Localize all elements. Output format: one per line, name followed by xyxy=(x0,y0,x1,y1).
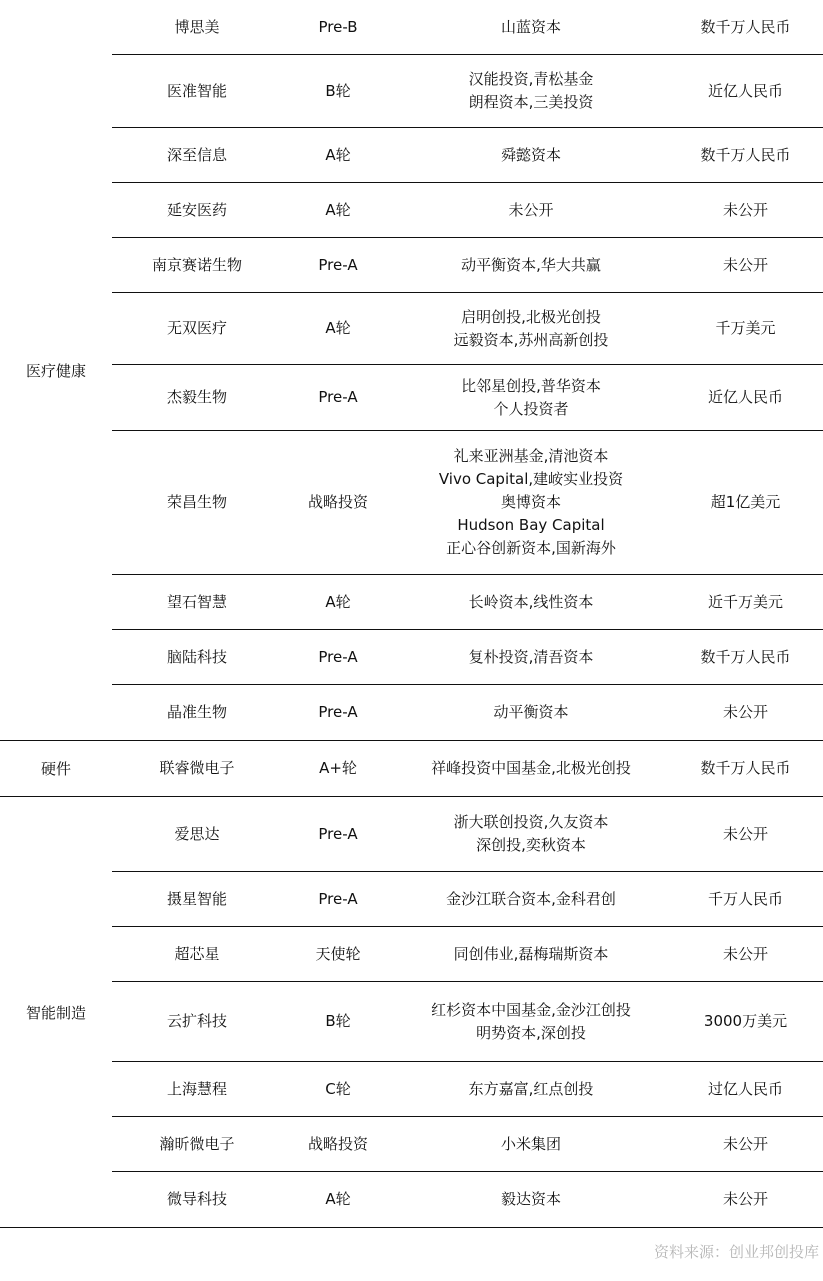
investor-line: 小米集团 xyxy=(500,1134,561,1153)
source-note: 资料来源：创业邦创投库 xyxy=(653,1243,819,1261)
table-row xyxy=(112,0,823,55)
table-row xyxy=(112,365,823,431)
company-cell: 瀚昕微电子 xyxy=(159,1134,235,1153)
investor-line: 深创投,奕秋资本 xyxy=(476,836,586,854)
company-cell: 爱思达 xyxy=(174,824,220,843)
investor-line: 明势资本,深创投 xyxy=(476,1023,586,1042)
investors-cell xyxy=(394,445,668,560)
investors-cell xyxy=(394,1188,668,1211)
table-row xyxy=(112,128,823,183)
investor-line: 复朴投资,清吾资本 xyxy=(468,647,594,666)
company-cell: 医准智能 xyxy=(166,81,227,100)
amount-cell: 千万人民币 xyxy=(707,889,783,908)
round-cell: 天使轮 xyxy=(315,944,361,963)
round-cell: A轮 xyxy=(325,319,351,337)
investors-cell xyxy=(394,646,668,669)
amount-cell: 未公开 xyxy=(722,703,768,721)
investors-cell xyxy=(394,144,668,167)
investors-cell xyxy=(394,375,668,421)
company-cell: 超芯星 xyxy=(174,944,220,963)
investor-line: 正心谷创新资本,国新海外 xyxy=(446,539,616,557)
amount-cell: 数千万人民币 xyxy=(700,17,791,36)
industry-section xyxy=(0,741,823,797)
investor-line: 金沙江联合资本,金科君创 xyxy=(446,889,616,908)
round-cell: Pre-A xyxy=(318,889,358,908)
investors-cell xyxy=(394,16,668,39)
company-cell: 延安医药 xyxy=(166,200,227,219)
company-cell: 深至信息 xyxy=(166,145,227,164)
company-cell: 望石智慧 xyxy=(166,592,227,611)
company-cell: 云扩科技 xyxy=(166,1012,227,1030)
investors-cell xyxy=(394,591,668,614)
investors-cell xyxy=(394,943,668,966)
investor-line: 同创伟业,磊梅瑞斯资本 xyxy=(453,944,609,963)
round-cell: Pre-A xyxy=(318,255,358,274)
round-cell: A轮 xyxy=(325,592,351,611)
round-cell: A轮 xyxy=(325,200,351,219)
amount-cell: 数千万人民币 xyxy=(700,759,791,777)
investor-line: 朗程资本,三美投资 xyxy=(468,93,594,111)
round-cell: Pre-A xyxy=(318,388,358,406)
round-cell: Pre-A xyxy=(318,824,358,843)
investor-line: 动平衡资本 xyxy=(493,703,569,721)
company-cell: 微导科技 xyxy=(166,1190,227,1208)
table-row xyxy=(112,1172,823,1227)
round-cell: C轮 xyxy=(325,1079,351,1098)
table-row xyxy=(112,630,823,685)
amount-cell: 未公开 xyxy=(722,200,768,219)
table-row xyxy=(112,982,823,1062)
company-cell: 脑陆科技 xyxy=(166,647,227,666)
round-cell: B轮 xyxy=(325,81,351,100)
investor-line: 舜懿资本 xyxy=(500,145,561,164)
table-row xyxy=(112,927,823,982)
investor-line: 长岭资本,线性资本 xyxy=(468,592,594,611)
round-cell: A轮 xyxy=(325,1190,351,1208)
amount-cell: 超1亿美元 xyxy=(710,493,781,511)
investor-line: 奥博资本 xyxy=(500,493,561,511)
company-cell: 晶准生物 xyxy=(166,703,227,721)
round-cell: Pre-A xyxy=(318,647,358,666)
industry-label: 硬件 xyxy=(40,760,71,778)
table-row xyxy=(112,1062,823,1117)
table-row xyxy=(112,238,823,293)
amount-cell: 未公开 xyxy=(722,1190,768,1208)
investor-line: 毅达资本 xyxy=(500,1190,561,1208)
investor-line: 红杉资本中国基金,金沙江创投 xyxy=(431,1000,631,1019)
investors-cell xyxy=(394,1133,668,1156)
table-row xyxy=(112,293,823,365)
investors-cell xyxy=(394,888,668,911)
investor-line: Hudson Bay Capital xyxy=(457,516,605,534)
investor-line: 个人投资者 xyxy=(493,399,569,418)
company-cell: 博思美 xyxy=(174,17,220,36)
industry-section xyxy=(0,797,823,1228)
company-cell: 上海慧程 xyxy=(166,1079,227,1098)
investor-line: 山蓝资本 xyxy=(500,17,561,36)
table-row xyxy=(112,872,823,927)
table-row xyxy=(112,741,823,796)
investor-line: 比邻星创投,普华资本 xyxy=(461,376,601,395)
investor-line: 远毅资本,苏州高新创投 xyxy=(453,330,609,349)
investor-line: 未公开 xyxy=(508,200,554,219)
investor-line: 东方嘉富,红点创投 xyxy=(468,1079,594,1098)
investor-line: 动平衡资本,华大共赢 xyxy=(461,255,601,274)
amount-cell: 近亿人民币 xyxy=(707,81,783,100)
investor-line: 启明创投,北极光创投 xyxy=(461,307,601,326)
amount-cell: 千万美元 xyxy=(715,319,776,337)
amount-cell: 近千万美元 xyxy=(707,592,783,611)
company-cell: 联睿微电子 xyxy=(159,759,235,777)
round-cell: A轮 xyxy=(325,145,351,164)
company-cell: 杰毅生物 xyxy=(166,388,227,406)
investors-cell xyxy=(394,1078,668,1101)
investors-cell xyxy=(394,254,668,277)
table-row xyxy=(112,685,823,740)
company-cell: 荣昌生物 xyxy=(166,493,227,511)
table-row xyxy=(112,183,823,238)
amount-cell: 过亿人民币 xyxy=(707,1079,783,1098)
round-cell: 战略投资 xyxy=(307,1134,368,1153)
amount-cell: 未公开 xyxy=(722,1134,768,1153)
industry-label: 医疗健康 xyxy=(25,361,86,380)
investors-cell xyxy=(394,999,668,1045)
amount-cell: 数千万人民币 xyxy=(700,145,791,164)
table-row xyxy=(112,575,823,630)
round-cell: Pre-A xyxy=(318,703,358,721)
investor-line: 祥峰投资中国基金,北极光创投 xyxy=(431,759,631,777)
amount-cell: 3000万美元 xyxy=(703,1012,788,1030)
investor-line: Vivo Capital,建峖实业投资 xyxy=(438,470,624,488)
table-row xyxy=(112,797,823,872)
table-row xyxy=(112,1117,823,1172)
round-cell: Pre-B xyxy=(318,17,358,36)
table-row xyxy=(112,431,823,575)
company-cell: 南京赛诺生物 xyxy=(151,255,242,274)
investor-line: 礼来亚洲基金,清池资本 xyxy=(453,447,609,465)
company-cell: 摄星智能 xyxy=(166,889,227,908)
investors-cell xyxy=(394,306,668,352)
amount-cell: 未公开 xyxy=(722,824,768,843)
investors-cell xyxy=(394,199,668,222)
investor-line: 浙大联创投资,久友资本 xyxy=(453,813,609,831)
round-cell: 战略投资 xyxy=(307,493,368,511)
company-cell: 无双医疗 xyxy=(166,319,227,337)
investors-cell xyxy=(394,68,668,114)
investors-cell xyxy=(394,757,668,780)
amount-cell: 未公开 xyxy=(722,255,768,274)
round-cell: A+轮 xyxy=(319,759,357,777)
amount-cell: 数千万人民币 xyxy=(700,647,791,666)
investors-cell xyxy=(394,701,668,724)
industry-label: 智能制造 xyxy=(25,1003,86,1022)
table-row xyxy=(112,55,823,128)
amount-cell: 近亿人民币 xyxy=(707,388,783,406)
round-cell: B轮 xyxy=(325,1012,351,1030)
investors-cell xyxy=(394,811,668,857)
investor-line: 汉能投资,青松基金 xyxy=(468,70,594,88)
amount-cell: 未公开 xyxy=(722,944,768,963)
